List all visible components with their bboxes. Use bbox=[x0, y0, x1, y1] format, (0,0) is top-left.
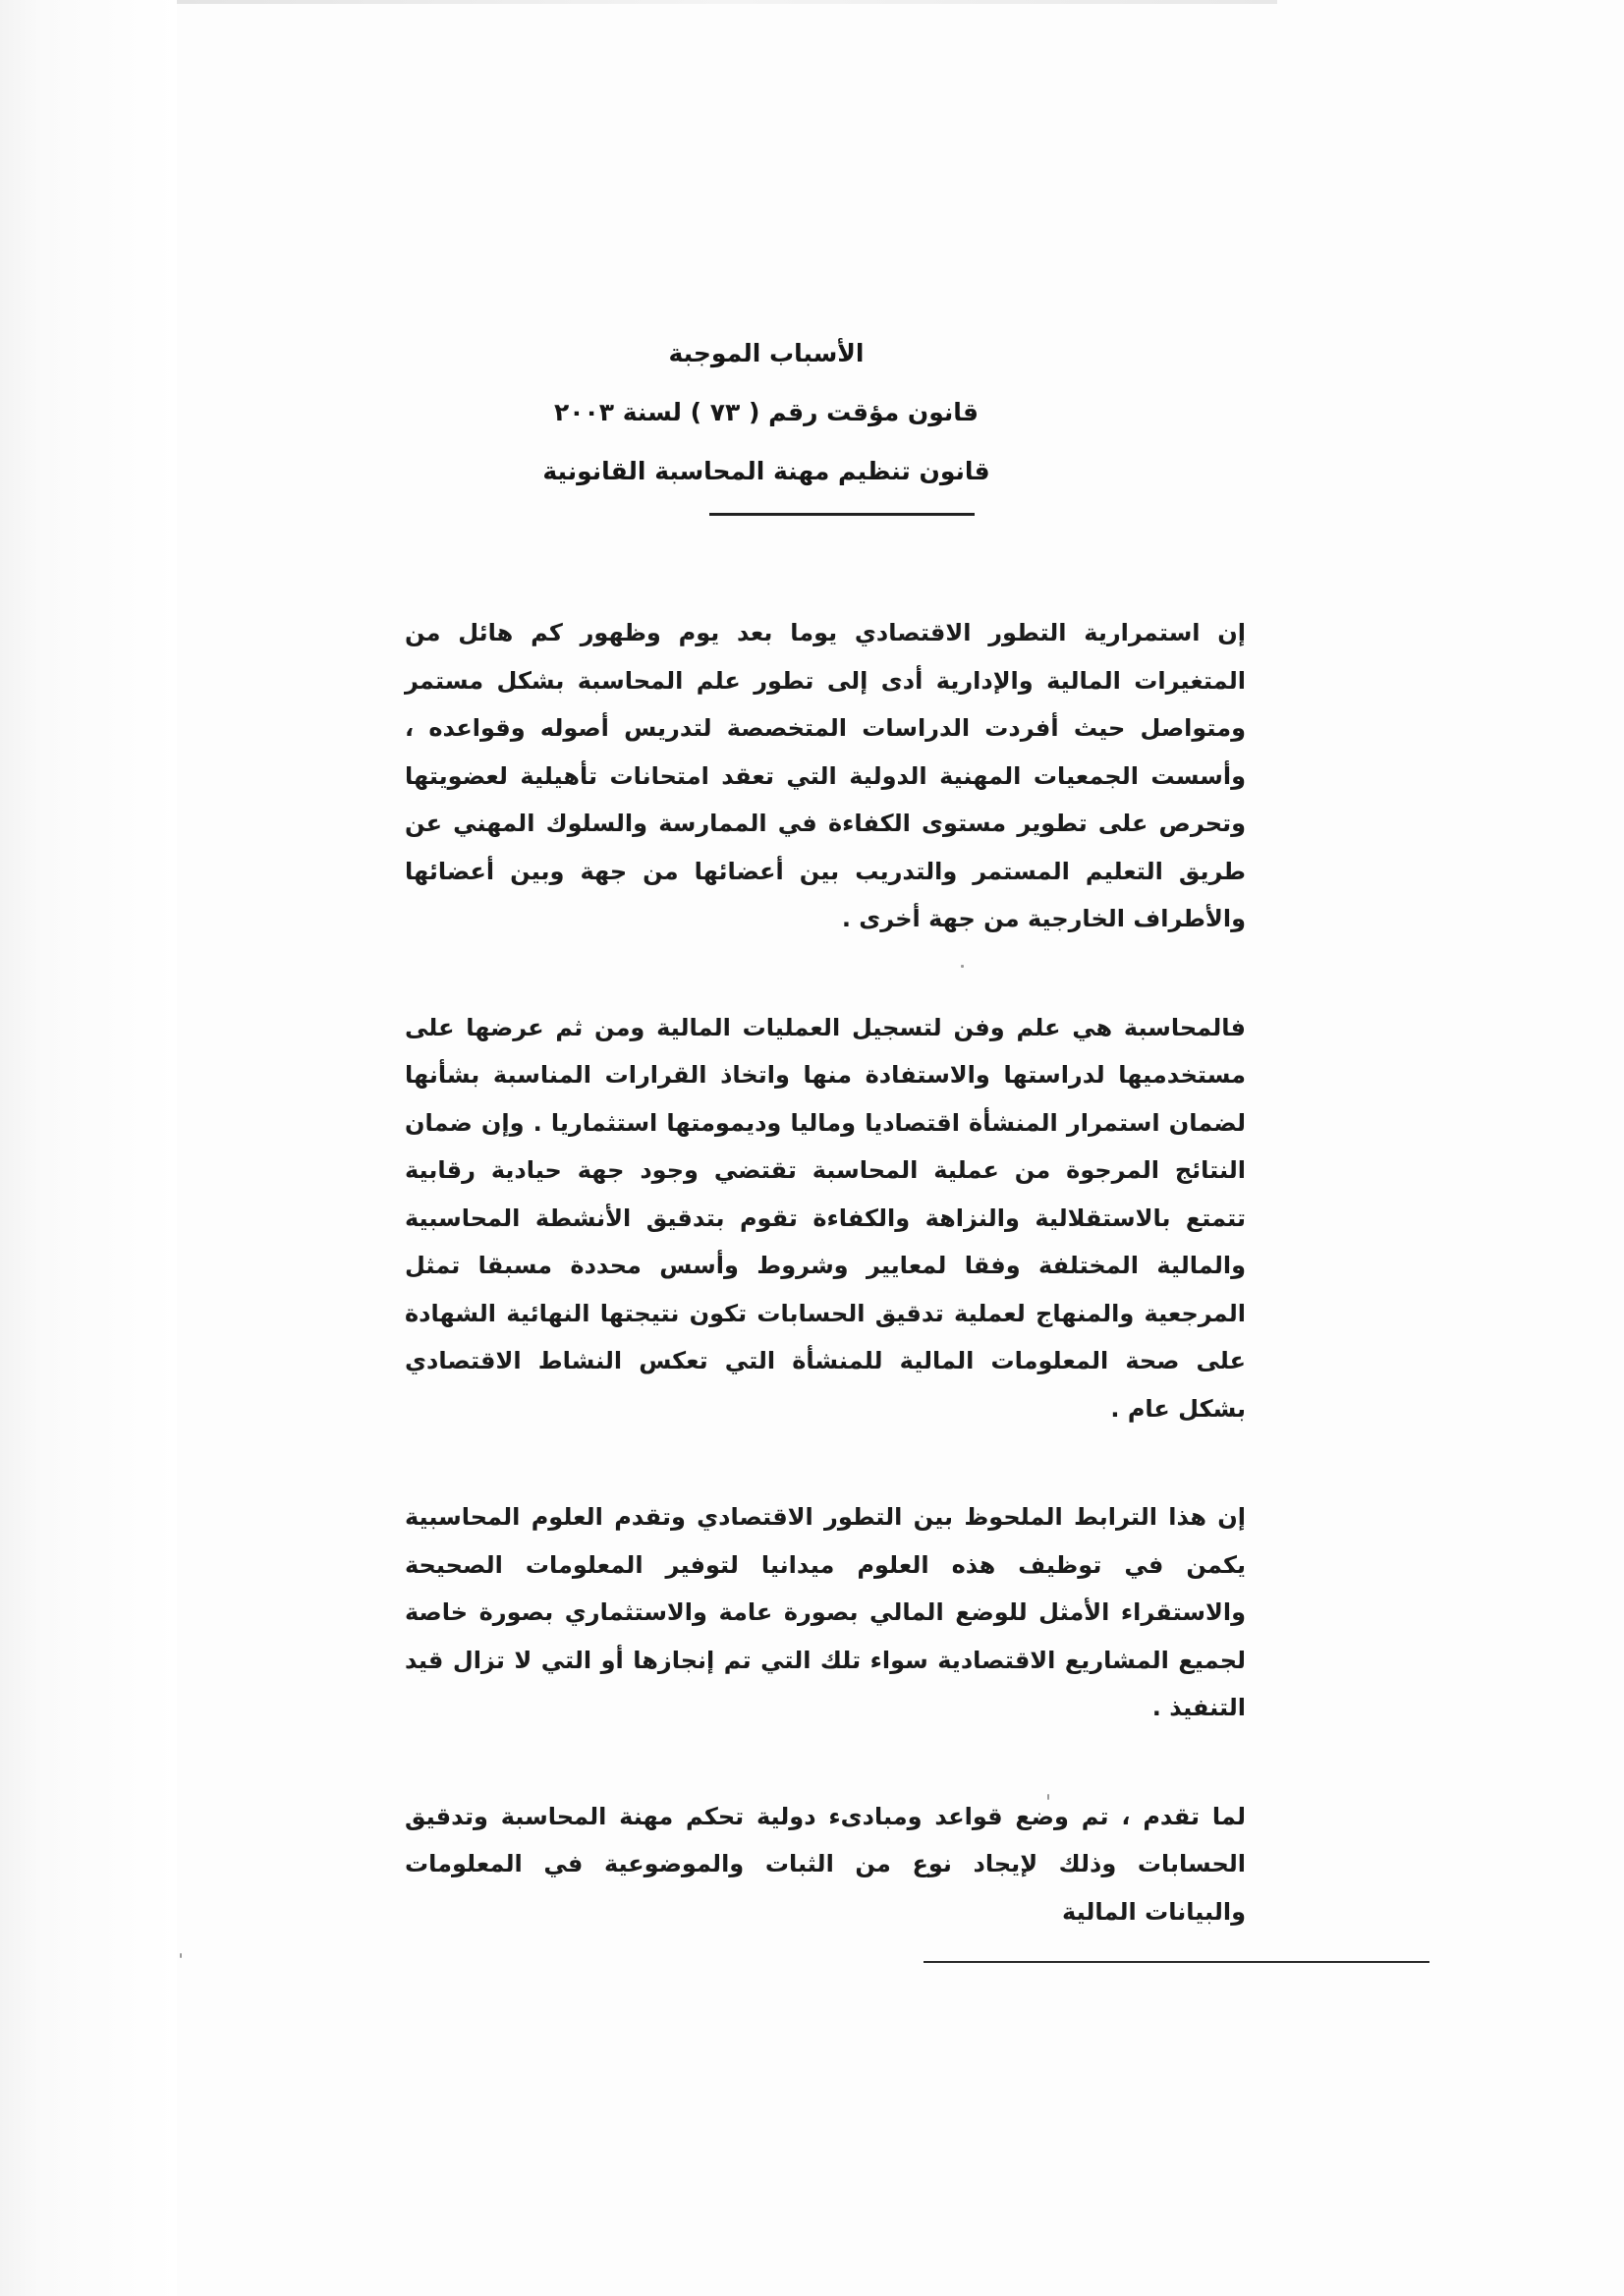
scan-speck bbox=[961, 965, 964, 968]
document-body bbox=[405, 609, 1246, 1935]
paragraph-3: إن هذا الترابط الملحوظ بين التطور الاقتصادي وتقدم العلوم المحاسبية يكمن في توظيف هذه العلوم ميدانيا لتوفير المعلومات الصحيحة والاستقراء الأمثل للوضع المالي بصورة عامة والاستثماري بصورة خاصة لجميع المشاريع الاقتصادية سواء تلك التي تم إنجازها أو التي لا تزال قيد التنفيذ . bbox=[405, 1503, 1246, 1721]
scan-top-edge bbox=[177, 0, 1277, 4]
document-title: الأسباب الموجبة bbox=[668, 339, 865, 367]
header-divider bbox=[709, 513, 975, 516]
law-name: قانون تنظيم مهنة المحاسبة القانونية bbox=[542, 457, 990, 485]
scan-speck bbox=[180, 1953, 182, 1958]
paragraph-1: إن استمرارية التطور الاقتصادي يوما بعد يوم وظهور كم هائل من المتغيرات المالية والإدارية أدى إلى تطور علم المحاسبة بشكل مستمر ومتواصل حيث أفردت الدراسات المتخصصة لتدريس أصوله وقواعده ، وأسست الجمعيات المهنية الدولية التي تعقد امتحانات تأهيلية لعضويتها وتحرص على تطوير مستوى الكفاءة في الممارسة والسلوك المهني عن طريق التعليم المستمر والتدريب بين أعضائها من جهة وبين أعضائها والأطراف الخارجية من جهة أخرى . bbox=[405, 619, 1246, 932]
document-header bbox=[511, 324, 1022, 501]
scan-shadow bbox=[0, 0, 177, 2296]
paragraph-4: لما تقدم ، تم وضع قواعد ومبادىء دولية تحكم مهنة المحاسبة وتدقيق الحسابات وذلك لإيجاد نوع من الثبات والموضوعية في المعلومات والبيانات المالية bbox=[405, 1802, 1246, 1926]
footer-divider bbox=[924, 1961, 1429, 1963]
paragraph-2: فالمحاسبة هي علم وفن لتسجيل العمليات المالية ومن ثم عرضها على مستخدميها لدراستها والاستفادة منها واتخاذ القرارات المناسبة بشأنها لضمان استمرار المنشأة اقتصاديا وماليا وديمومتها استثماريا . وإن ضمان النتائج المرجوة من عملية المحاسبة تقتضي وجود جهة حيادية رقابية تتمتع بالاستقلالية والنزاهة والكفاءة تقوم بتدقيق الأنشطة المحاسبية والمالية المختلفة وفقا لمعايير وشروط وأسس محددة مسبقا تمثل المرجعية والمنهاج لعملية تدقيق الحسابات تكون نتيجتها النهائية الشهادة على صحة المعلومات المالية للمنشأة التي تعكس النشاط الاقتصادي بشكل عام . bbox=[405, 1013, 1246, 1423]
law-number: قانون مؤقت رقم ( ٧٣ ) لسنة ٢٠٠٣ bbox=[553, 398, 980, 426]
scan-speck bbox=[1047, 1794, 1049, 1800]
